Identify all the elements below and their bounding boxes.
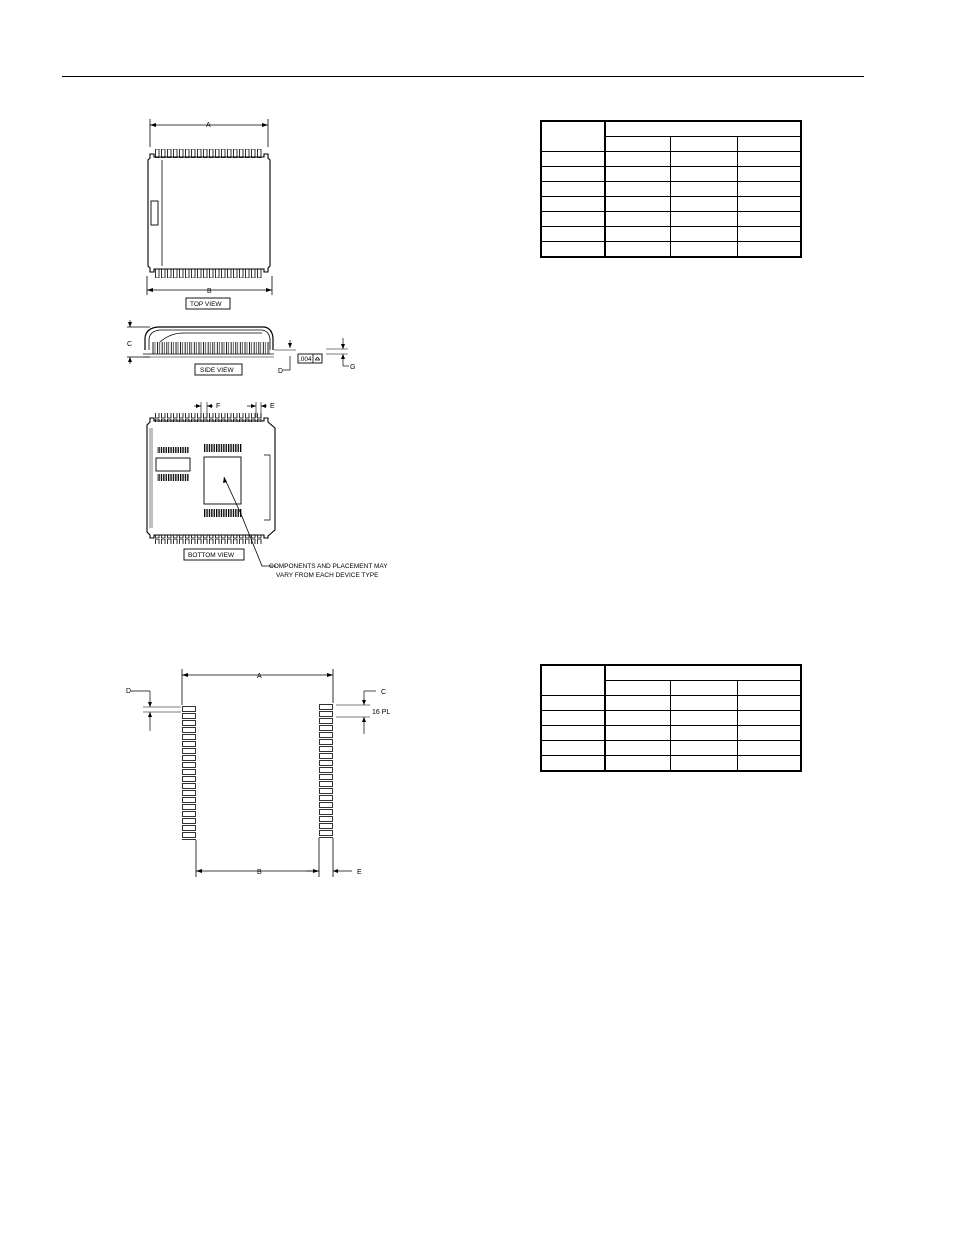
table-row [541, 726, 801, 741]
table-row [541, 741, 801, 756]
dimensions-table-2 [540, 664, 802, 772]
bottom-view-label: BOTTOM VIEW [188, 552, 235, 559]
dimensions-table-1 [540, 120, 802, 258]
table-row [541, 212, 801, 227]
table-header-row [541, 121, 801, 137]
footprint-drawing [131, 669, 376, 877]
fp-pl-count-label: 16 PL [372, 709, 391, 716]
side-view-label: SIDE VIEW [200, 367, 234, 374]
side-view [127, 320, 349, 375]
table-row [541, 227, 801, 242]
table-row [541, 711, 801, 726]
fp-dim-c-label: C [381, 689, 387, 696]
top-view [147, 119, 272, 309]
dim-g-label: G [350, 364, 356, 371]
table-row [541, 182, 801, 197]
table-row [541, 167, 801, 182]
tolerance-label: .004 [299, 356, 312, 363]
dim-c-label: C [127, 341, 133, 348]
fp-dim-a-label: A [257, 673, 262, 680]
table-row [541, 197, 801, 212]
table-header-row [541, 665, 801, 681]
dim-d-label: D [278, 368, 284, 375]
table-row [541, 152, 801, 167]
placement-note-line2: VARY FROM EACH DEVICE TYPE [276, 572, 379, 579]
fp-dim-d-label: D [126, 688, 132, 695]
table-row [541, 696, 801, 711]
dim-e-label: E [270, 403, 275, 410]
table-row [541, 242, 801, 258]
top-view-label: TOP VIEW [190, 301, 222, 308]
placement-note-line1: COMPONENTS AND PLACEMENT MAY [269, 563, 388, 570]
fp-dim-b-label: B [257, 869, 262, 876]
dim-b-label: B [207, 288, 212, 295]
dim-f-label: F [216, 403, 221, 410]
dim-a-label: A [206, 122, 211, 129]
bottom-view [147, 402, 276, 566]
table-row [541, 756, 801, 772]
fp-dim-e-label: E [357, 869, 362, 876]
